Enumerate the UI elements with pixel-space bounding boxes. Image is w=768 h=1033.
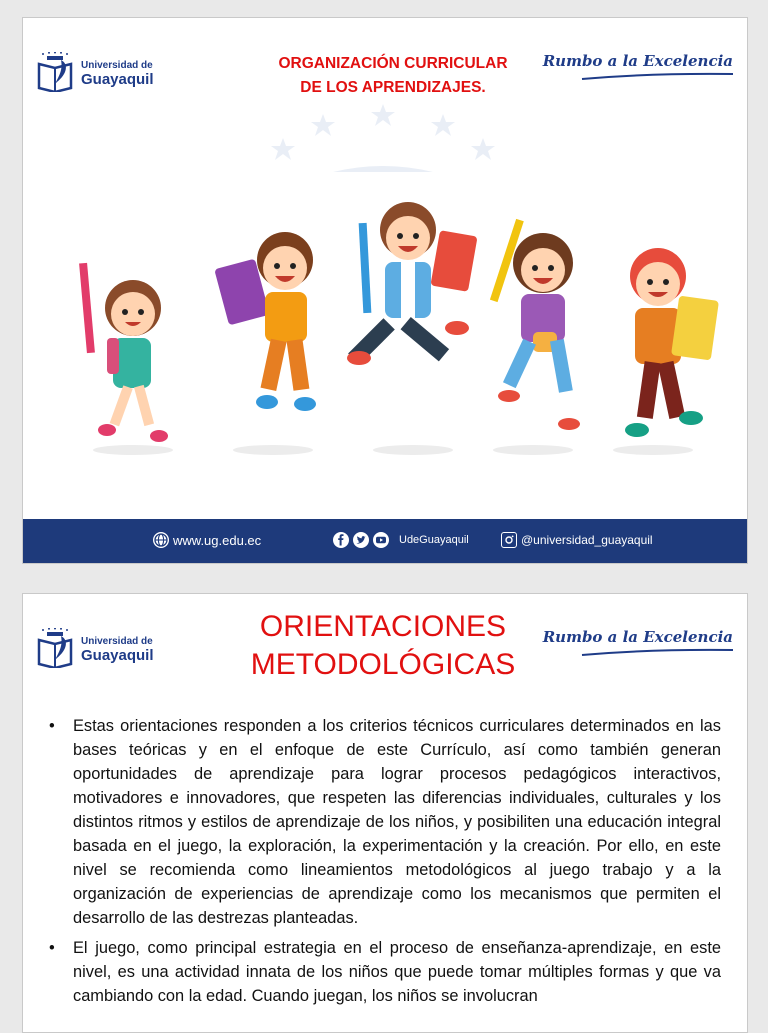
youtube-icon[interactable]	[373, 532, 389, 548]
title-line2: METODOLÓGICAS	[250, 648, 516, 681]
slide-orientaciones-metodologicas	[22, 593, 748, 1033]
title-line1: ORIENTACIONES	[259, 610, 507, 643]
title-line1: ORGANIZACIÓN CURRICULAR	[278, 55, 508, 72]
university-logo	[35, 614, 165, 670]
logo-line2: Guayaquil	[81, 71, 154, 88]
logo-line1: Universidad de	[81, 60, 153, 71]
footer-social[interactable]	[333, 532, 469, 548]
motto-swoosh	[580, 72, 735, 80]
kid-girl-yellow-pencil	[490, 219, 580, 430]
footer-bar	[23, 519, 747, 563]
motto-text: Rumbo a la Excelencia	[542, 628, 733, 646]
logo-line1: Universidad de	[81, 636, 153, 647]
footer-website[interactable]	[153, 532, 261, 548]
bullet-item: • Estas orientaciones responden a los criterios técnicos curriculares determinados en las bases teóricas y en el enfoque de este Currículo, así como también generan oportunidades de aprendizaje para lograr procesos pedagógicos interactivos, motivadores e innovadores, que respeten las diferencias individuales, culturales y los distintos ritmos y estilos de aprendizaje de los niños, y posibiliten una educación integral basada en el juego, la exploración, la experimentación y la creación. Por ello, en este nivel se recomienda como lineamientos metodológicos al juego trabajo y a la organización de experiencias de aprendizaje como los mecanismos que permiten el desarrollo de las destrezas planteadas.	[47, 714, 721, 930]
book-quill-icon	[35, 52, 75, 92]
footer-instagram[interactable]	[501, 532, 653, 548]
slide-organizacion-curricular	[22, 17, 748, 564]
kid-girl-pencil	[79, 263, 168, 442]
instagram-icon[interactable]	[501, 532, 517, 548]
logo-line2: Guayaquil	[81, 647, 154, 664]
title-line2: DE LOS APRENDIZAJES.	[300, 79, 486, 96]
kid-boy-yellow-book	[625, 248, 719, 437]
jumping-kids-illustration	[63, 168, 723, 468]
bullet-item: • El juego, como principal estrategia en el proceso de enseñanza-aprendizaje, en este nivel, es una actividad innata de los niños que puede tomar múltiples formas y que va cambiando con la edad. Cuando juegan, los niños se involucran	[47, 936, 721, 1008]
facebook-icon[interactable]	[333, 532, 349, 548]
slide-title	[193, 608, 573, 684]
twitter-icon[interactable]	[353, 532, 369, 548]
kid-boy-red-book	[347, 202, 478, 365]
globe-icon	[153, 532, 169, 548]
stars-watermark	[253, 98, 513, 178]
website-text: www.ug.edu.ec	[173, 532, 262, 548]
slide-title	[223, 52, 563, 100]
university-logo	[35, 38, 165, 94]
kid-boy-purple-book	[214, 232, 316, 411]
motto-text: Rumbo a la Excelencia	[542, 52, 733, 70]
bullet-list	[47, 714, 721, 1014]
motto-swoosh	[580, 648, 735, 656]
social-handle-text: UdeGuayaquil	[399, 534, 469, 546]
instagram-text: @universidad_guayaquil	[521, 533, 653, 547]
book-quill-icon	[35, 628, 75, 668]
